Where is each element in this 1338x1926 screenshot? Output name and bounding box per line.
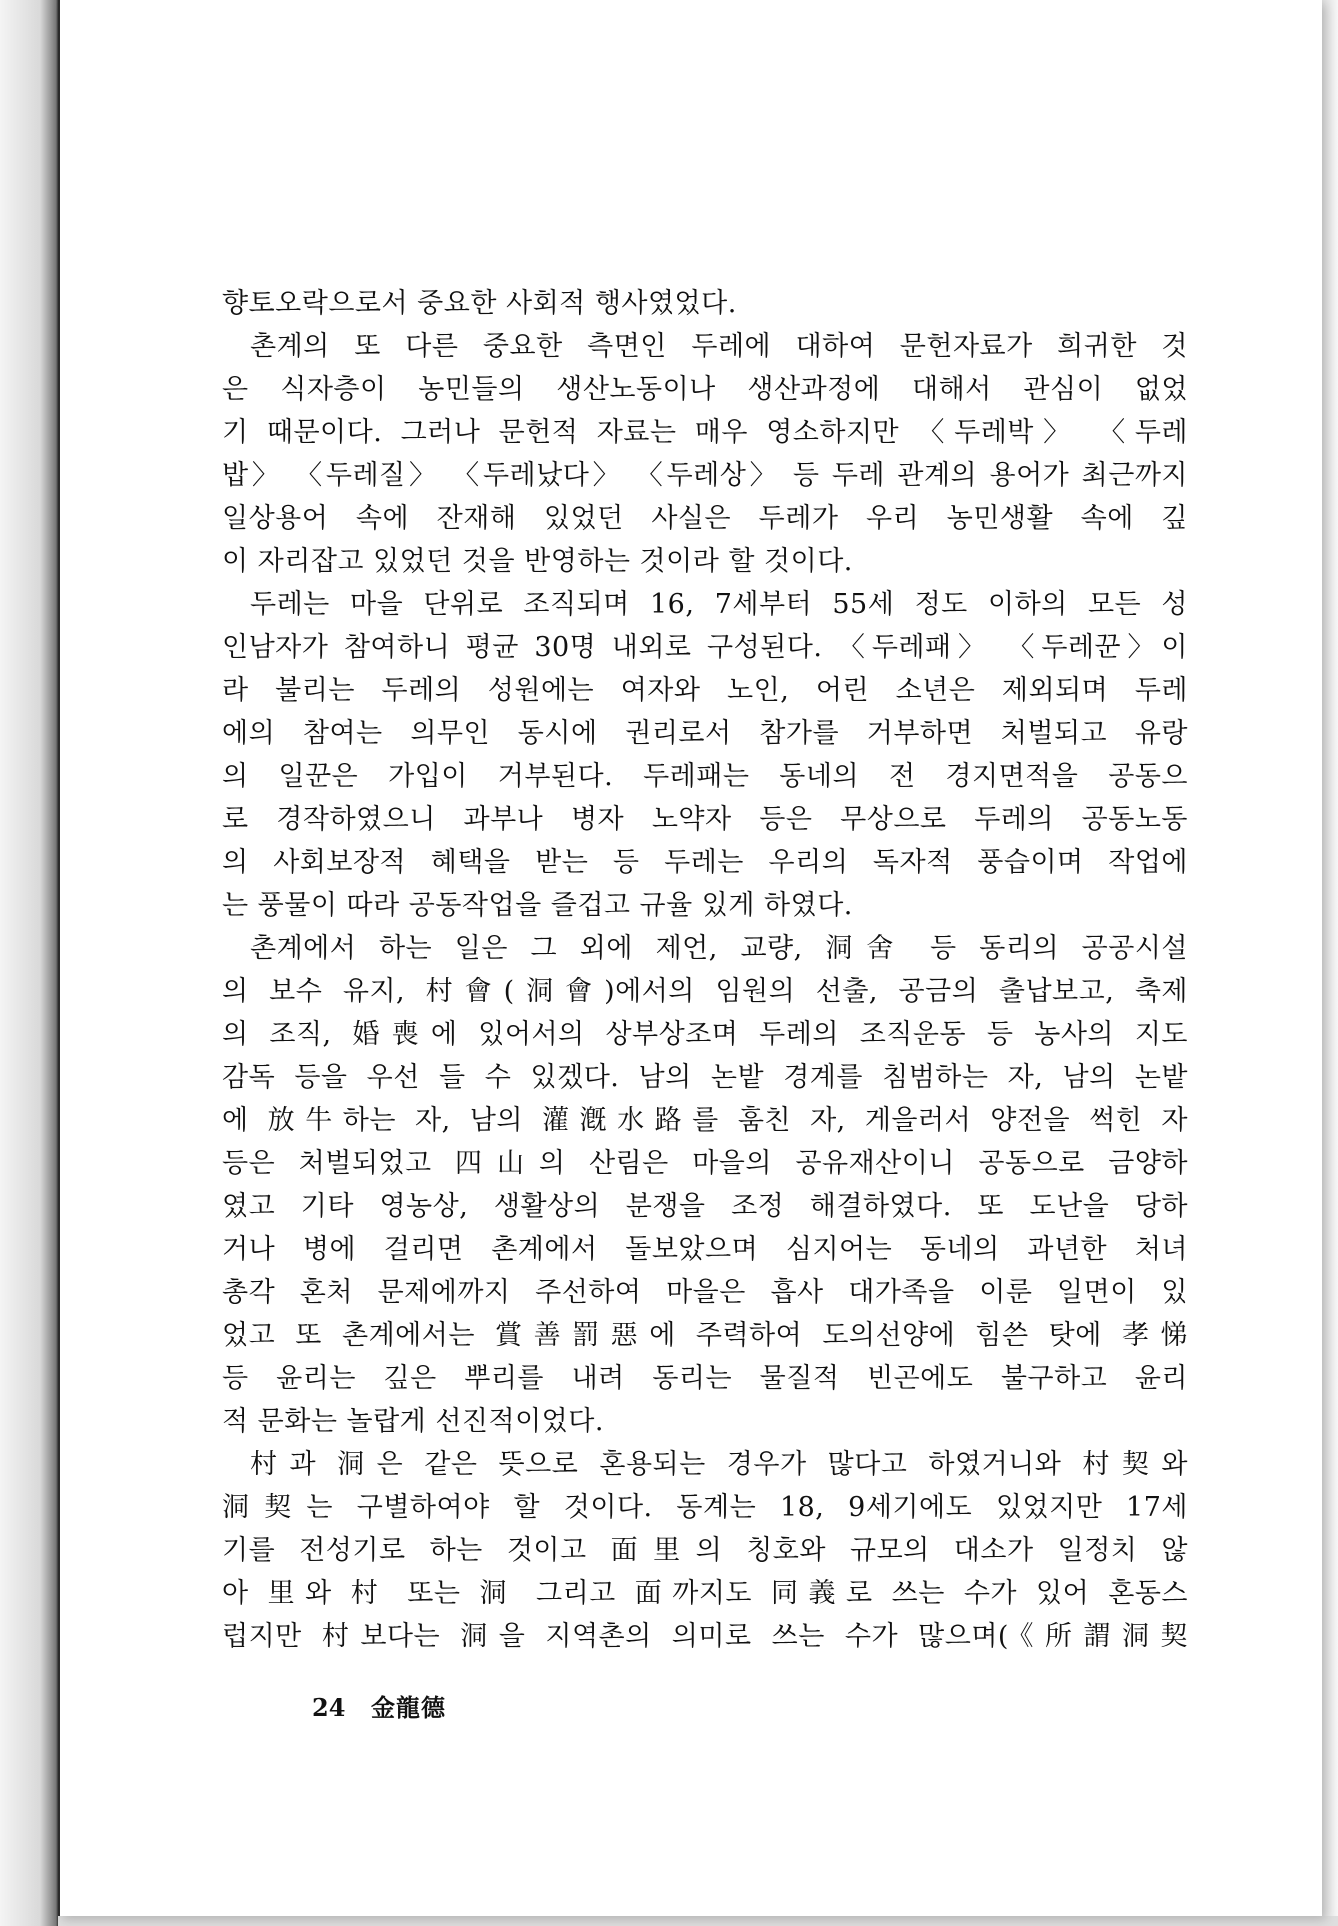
text-line: 에의 참여는 의무인 동시에 권리로서 참가를 거부하면 처벌되고 유랑: [222, 718, 1188, 749]
text-line: 의 일꾼은 가입이 거부된다. 두레패는 동네의 전 경지면적을 공동으: [222, 761, 1188, 792]
text-line: 로 경작하였으니 과부나 병자 노약자 등은 무상으로 두레의 공동노동: [222, 804, 1188, 835]
text-line: 촌계에서 하는 일은 그 외에 제언, 교량, 洞舍 등 동리의 공공시설: [250, 933, 1188, 964]
text-line: 기를 전성기로 하는 것이고 面里의 칭호와 규모의 대소가 일정치 않: [222, 1535, 1188, 1566]
text-line: 의 보수 유지, 村會(洞會)에서의 임원의 선출, 공금의 출납보고, 축제: [222, 976, 1188, 1007]
page-bottom-edge: [58, 1916, 1338, 1926]
text-line: 라 불리는 두레의 성원에는 여자와 노인, 어린 소년은 제외되며 두레: [222, 675, 1188, 706]
text-line: 村과 洞은 같은 뜻으로 혼용되는 경우가 많다고 하였거니와 村契와: [250, 1449, 1188, 1480]
page-number: 24: [312, 1693, 346, 1722]
text-line: 일상용어 속에 잔재해 있었던 사실은 두레가 우리 농민생활 속에 깊: [222, 503, 1188, 534]
text-line: 총각 혼처 문제에까지 주선하여 마을은 흡사 대가족을 이룬 일면이 있: [222, 1277, 1188, 1308]
text-line: 洞契는 구별하여야 할 것이다. 동계는 18, 9세기에도 있었지만 17세: [222, 1492, 1188, 1523]
text-line: 였고 기타 영농상, 생활상의 분쟁을 조정 해결하였다. 또 도난을 당하: [222, 1191, 1188, 1222]
text-line: 등은 처벌되었고 四山의 산림은 마을의 공유재산이니 공동으로 금양하: [222, 1148, 1188, 1179]
text-line: 에 放牛하는 자, 남의 灌漑水路를 훔친 자, 게을러서 양전을 썩힌 자: [222, 1105, 1188, 1136]
page-footer: [312, 1688, 446, 1723]
text-line: 감독 등을 우선 들 수 있겠다. 남의 논밭 경계를 침범하는 자, 남의 논밭: [222, 1062, 1188, 1093]
text-line: 의 사회보장적 혜택을 받는 등 두레는 우리의 독자적 풍습이며 작업에: [222, 847, 1188, 878]
text-line: 아 里와 村 또는 洞 그리고 面까지도 同義로 쓰는 수가 있어 혼동스: [222, 1578, 1188, 1609]
book-spine-shadow: [0, 0, 58, 1926]
text-line: 등 윤리는 깊은 뿌리를 내려 동리는 물질적 빈곤에도 불구하고 윤리: [222, 1363, 1188, 1394]
text-line: 인남자가 참여하니 평균 30명 내외로 구성된다. 〈두레패〉 〈두레꾼〉이: [222, 632, 1188, 663]
text-line: 럽지만 村보다는 洞을 지역촌의 의미로 쓰는 수가 많으며(《所謂洞契: [222, 1621, 1188, 1652]
page-right-edge: [1320, 0, 1338, 1926]
author-name: 金龍德: [371, 1693, 447, 1722]
text-line: 촌계의 또 다른 중요한 측면인 두레에 대하여 문헌자료가 희귀한 것: [250, 331, 1188, 362]
text-line: 적 문화는 놀랍게 선진적이었다.: [222, 1406, 604, 1437]
body-text: [222, 282, 1188, 1658]
text-line: 었고 또 촌계에서는 賞善罰惡에 주력하여 도의선양에 힘쓴 탓에 孝悌: [222, 1320, 1188, 1351]
text-line: 는 풍물이 따라 공동작업을 즐겁고 규율 있게 하였다.: [222, 890, 853, 921]
text-line: 이 자리잡고 있었던 것을 반영하는 것이라 할 것이다.: [222, 546, 853, 577]
text-line: 은 식자층이 농민들의 생산노동이나 생산과정에 대해서 관심이 없었: [222, 374, 1188, 405]
text-line: 향토오락으로서 중요한 사회적 행사였었다.: [222, 288, 737, 319]
text-line: 의 조직, 婚喪에 있어서의 상부상조며 두레의 조직운동 등 농사의 지도: [222, 1019, 1188, 1050]
text-line: 밥〉 〈두레질〉 〈두레났다〉 〈두레상〉 등 두레 관계의 용어가 최근까지: [222, 460, 1188, 491]
text-line: 기 때문이다. 그러나 문헌적 자료는 매우 영소하지만 〈두레박〉 〈두레: [222, 417, 1188, 448]
text-line: 거나 병에 걸리면 촌계에서 돌보았으며 심지어는 동네의 과년한 처녀: [222, 1234, 1188, 1265]
text-line: 두레는 마을 단위로 조직되며 16, 7세부터 55세 정도 이하의 모든 성: [250, 589, 1188, 620]
